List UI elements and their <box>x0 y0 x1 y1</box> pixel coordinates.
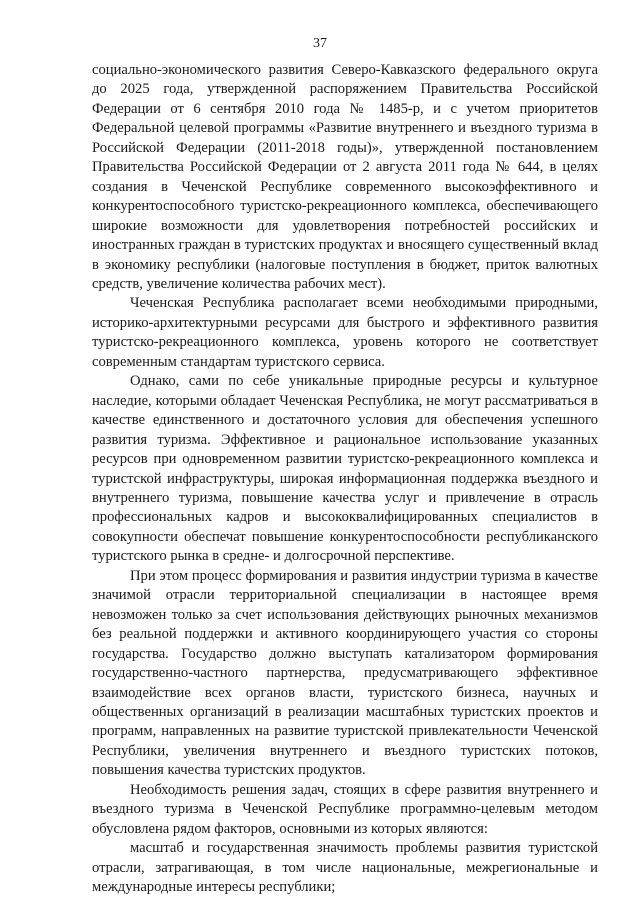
paragraph-scale-significance: масштаб и государственная значимость проблемы развития туристской отрасли, затрагивающая, в том числе национальные, межрегиональные и международные интересы республики; <box>92 840 598 896</box>
paragraph-program-method: Необходимость решения задач, стоящих в сфере развития внутреннего и въездного туризма в Чеченской Республике программно-целевым методом обусловлена рядом факторов, основными из которых являются: <box>92 781 598 837</box>
document-body <box>92 61 598 897</box>
paragraph-development-strategy: социально-экономического развития Северо-Кавказского федерального округа до 2025 года, утвержденной распоряжением Правительства Российской Федерации от 6 сентября 2010 года № 1485-р, и с учетом приоритетов Федеральной целевой программы «Развитие внутреннего и въездного туризма в Российской Федерации (2011-2018 годы)», утвержденной постановлением Правительства Российской Федерации от 2 августа 2011 года № 644, в целях создания в Чеченской Республике современного высокоэффективного и конкурентоспособного туристско-рекреационного комплекса, обеспечивающего широкие возможности для удовлетворения потребностей российских и иностранных граждан в туристских продуктах и вносящего существенный вклад в экономику республики (налоговые поступления в бюджет, приток валютных средств, увеличение количества рабочих мест). <box>92 62 598 292</box>
paragraph-state-role: При этом процесс формирования и развития индустрии туризма в качестве значимой отрасли территориальной специализации в настоящее время невозможен только за счет использования действующих рыночных механизмов без реальной поддержки и активного координирующего участия со стороны государства. Государство должно выступать катализатором формирования государственно-частного партнерства, предусматривающего эффективное взаимодействие всех органов власти, туристского бизнеса, научных и общественных организаций в реализации масштабных туристских проектов и программ, направленных на развитие туристской привлекательности Чеченской Республики, увеличения внутреннего и въездного туристских потоков, повышения качества туристских продуктов. <box>92 567 598 779</box>
page-number: 37 <box>313 36 327 51</box>
paragraph-natural-resources: Чеченская Республика располагает всеми необходимыми природными, историко-архитектурными ресурсами для быстрого и эффективного развития туристско-рекреационного комплекса, уровень которого не соответствует современным стандартам туристского сервиса. <box>92 295 598 370</box>
paragraph-success-conditions: Однако, сами по себе уникальные природные ресурсы и культурное наследие, которыми обладает Чеченская Республика, не могут рассматриваться в качестве единственного и достаточного условия для обеспечения успешного развития туризма. Эффективное и рациональное использование указанных ресурсов при одновременном развитии туристско-рекреационного комплекса и туристской инфраструктуры, широкая информационная поддержка въездного и внутреннего туризма, повышение качества услуг и привлечение в отрасль профессиональных кадров и высококвалифицированных специалистов в совокупности обеспечат повышение конкурентоспособности республиканского туристского рынка в средне- и долгосрочной перспективе. <box>92 373 598 565</box>
